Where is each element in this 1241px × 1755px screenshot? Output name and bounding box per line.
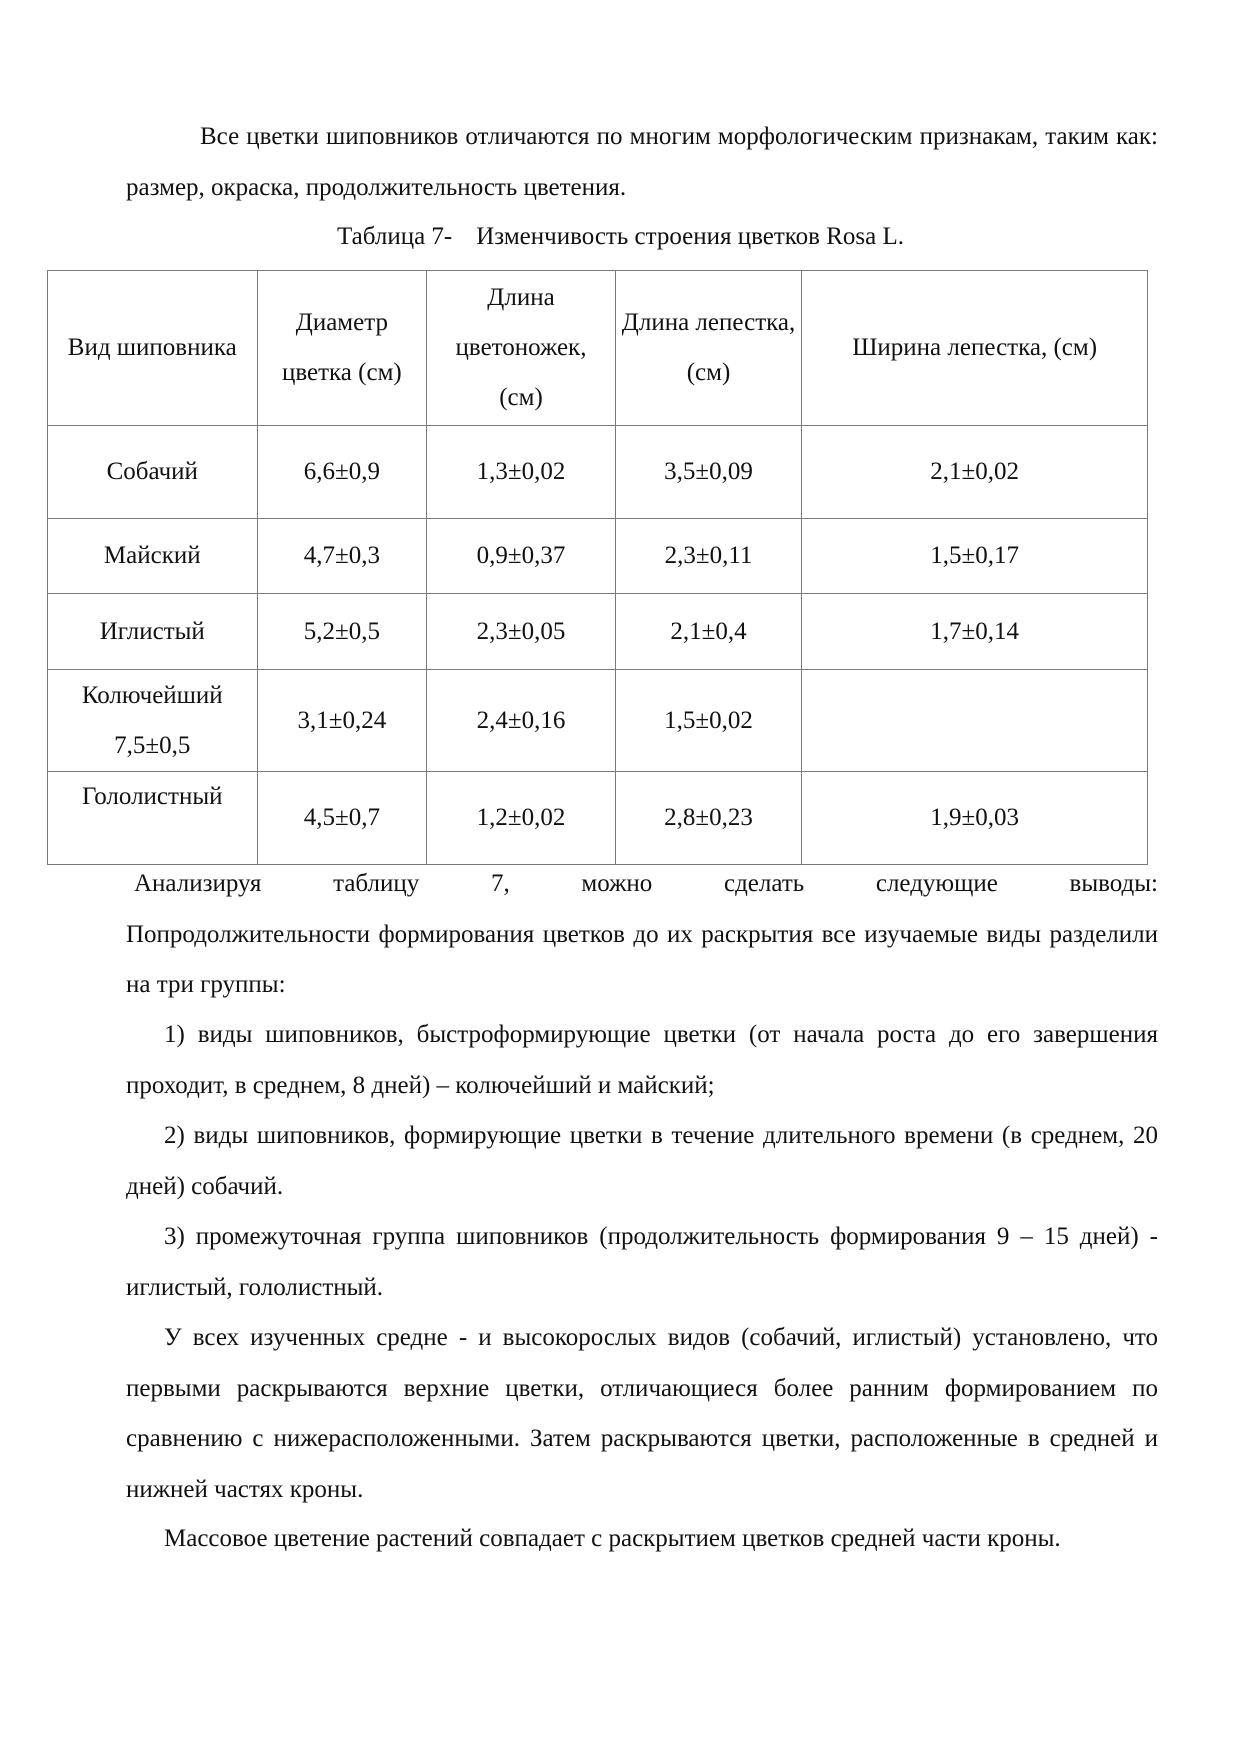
header-petal-width: Ширина лепестка, (см)	[802, 271, 1148, 426]
group-2-item: 2) виды шиповников, формирующие цветки в течение длительного времени (в среднем, 20 дней) собачий.	[126, 1122, 1158, 1200]
table-caption-title: Изменчивость строения цветков Rosa L.	[476, 223, 904, 250]
cell-species: Майский	[48, 519, 258, 594]
cell-petal-length: 2,3±0,11	[615, 519, 801, 594]
mass-flowering-paragraph: Массовое цветение растений совпадает с раскрытием цветков средней части кроны.	[164, 1525, 1061, 1552]
cell-species: Гололистный	[48, 772, 258, 865]
cell-diameter: 4,5±0,7	[257, 772, 427, 865]
cell-diameter: 4,7±0,3	[257, 519, 427, 594]
intro-paragraph: Все цветки шиповников отличаются по многим морфологическим признакам, таким как: размер, окраска, продолжительность цветения.	[126, 123, 1158, 201]
header-petal-length: Длина лепестка, (см)	[615, 271, 801, 426]
group-3-item: 3) промежуточная группа шиповников (продолжительность формирования 9 – 15 дней) - иглистый, гололистный.	[126, 1223, 1158, 1301]
table-row	[48, 772, 1148, 865]
cell-diameter: 5,2±0,5	[257, 594, 427, 670]
cell-pedicel-length: 1,2±0,02	[427, 772, 616, 865]
cell-diameter: 3,1±0,24	[257, 670, 427, 772]
header-diameter: Диаметр цветка (см)	[257, 271, 427, 426]
table-row	[48, 594, 1148, 670]
cell-species: Собачий	[48, 426, 258, 519]
cell-pedicel-length: 1,3±0,02	[427, 426, 616, 519]
cell-petal-length: 2,8±0,23	[615, 772, 801, 865]
analysis-paragraph	[126, 859, 1158, 1011]
cell-pedicel-length: 2,3±0,05	[427, 594, 616, 670]
cell-petal-width: 1,5±0,17	[802, 519, 1148, 594]
cell-petal-width	[802, 670, 1148, 772]
cell-species	[48, 670, 258, 772]
cell-pedicel-length: 0,9±0,37	[427, 519, 616, 594]
cell-species-name: Колючейший	[81, 681, 223, 709]
analysis-rest: Попродолжительности формирования цветков до их раскрытия все изучаемые виды разделили на три группы:	[126, 920, 1158, 998]
header-pedicel-length: Длина цветоножек, (см)	[427, 271, 616, 426]
cell-petal-length: 3,5±0,09	[615, 426, 801, 519]
table-row	[48, 426, 1148, 519]
cell-petal-width: 2,1±0,02	[802, 426, 1148, 519]
cell-species-extra: 7,5±0,5	[114, 731, 191, 759]
flower-structure-table	[47, 270, 1148, 865]
group-1-item: 1) виды шиповников, быстроформирующие цветки (от начала роста до его завершения проходит, в среднем, 8 дней) – колючейший и майский;	[126, 1021, 1158, 1099]
table-header-row	[48, 271, 1148, 426]
header-species: Вид шиповника	[48, 271, 258, 426]
table-row	[48, 519, 1148, 594]
table-caption	[0, 212, 1241, 262]
table-caption-label: Таблица 7-	[337, 223, 453, 250]
cell-diameter: 6,6±0,9	[257, 426, 427, 519]
flowering-order-paragraph: У всех изученных средне - и высокорослых видов (собачий, иглистый) установлено, что первыми раскрываются верхние цветки, отличающиеся более ранним формированием по сравнению с нижерасположенными. Затем раскрываются цветки, расположенные в средней и нижней частях кроны.	[126, 1324, 1158, 1503]
cell-petal-length: 1,5±0,02	[615, 670, 801, 772]
table-row	[48, 670, 1148, 772]
cell-pedicel-length: 2,4±0,16	[427, 670, 616, 772]
cell-petal-width: 1,7±0,14	[802, 594, 1148, 670]
cell-petal-length: 2,1±0,4	[615, 594, 801, 670]
cell-species: Иглистый	[48, 594, 258, 670]
cell-petal-width: 1,9±0,03	[802, 772, 1148, 865]
analysis-first-line: Анализируя таблицу 7, можно сделать следующие выводы:	[134, 870, 1158, 897]
